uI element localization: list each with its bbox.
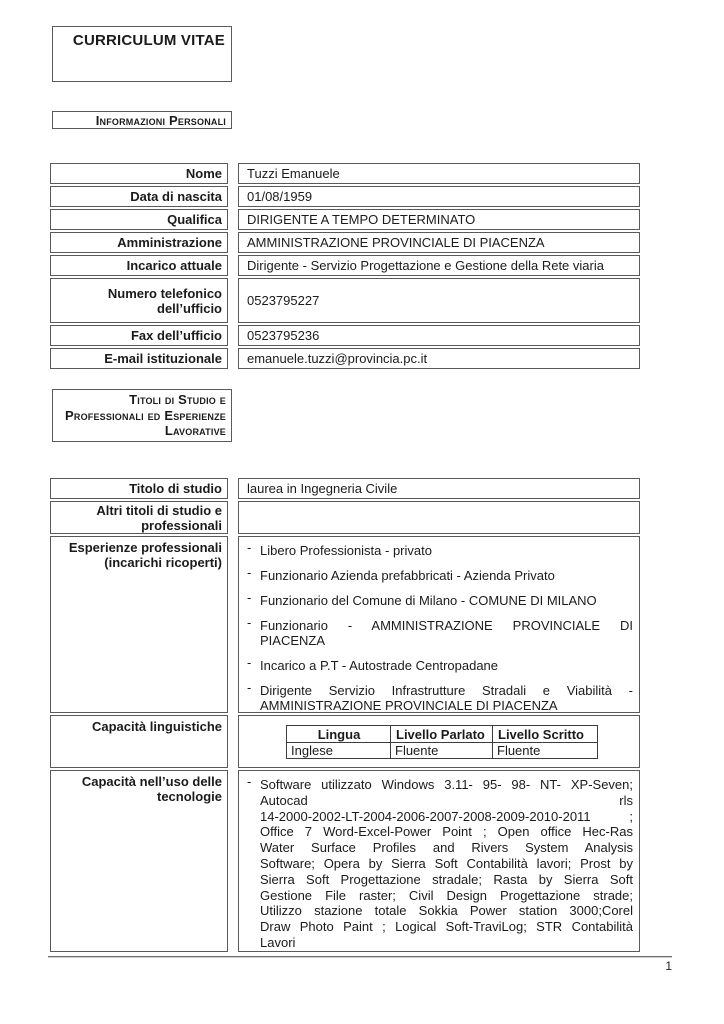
row-label [50, 325, 228, 346]
value-text: 0523795227 [247, 293, 320, 308]
list-item-text: Sierra Soft Progettazione stradale; Rasta by Sierra Soft [260, 871, 633, 887]
list-item [247, 615, 633, 648]
section-header-label: Titoli di Studio e Professionali ed Esperienze Lavorative [65, 392, 226, 438]
row-value [238, 278, 640, 323]
list-item-text: AMMINISTRAZIONE PROVINCIALE DI PIACENZA [260, 698, 558, 713]
label-text: Esperienze professionali (incarichi ricoperti) [68, 540, 222, 570]
bullet-marker: - [247, 590, 252, 605]
list-item-text: Utilizzo stazione totale Sokkia Power station 3000;Corel [260, 903, 633, 919]
label-text: Fax dell’ufficio [130, 328, 222, 343]
list-item-text: Draw Photo Paint ; Logical Soft-TraviLog; STR Contabilità [260, 919, 633, 935]
table-row-esperienze-professionali [50, 536, 640, 713]
list-item-text: 14-2000-2002-LT-2004-2006-2007-2008-2009-2010-2011 ; [260, 808, 633, 824]
value-text: Tuzzi Emanuele [247, 166, 340, 181]
row-value [238, 715, 640, 768]
document-title: CURRICULUM VITAE [72, 32, 225, 49]
written-level: Fluente [493, 743, 598, 759]
row-label [50, 209, 228, 230]
row-value [238, 163, 640, 184]
row-label [50, 536, 228, 713]
value-text: Dirigente - Servizio Progettazione e Gestione della Rete viaria [247, 258, 604, 273]
row-label [50, 186, 228, 207]
row-value [238, 325, 640, 346]
table-row [50, 209, 640, 230]
row-value [238, 348, 640, 369]
row-label [50, 348, 228, 369]
label-text: E-mail istituzionale [104, 351, 222, 366]
list-item-text: Funzionario Azienda prefabbricati - Azienda Privato [260, 568, 555, 583]
list-item [247, 565, 633, 583]
row-label [50, 255, 228, 276]
value-text: 01/08/1959 [247, 189, 313, 204]
table-row [50, 348, 640, 369]
label-text: Nome [185, 166, 222, 181]
list-item [247, 590, 633, 608]
table-row-titolo-di-studio [50, 478, 640, 499]
row-value [238, 209, 640, 230]
column-header-livello-parlato: Livello Parlato [391, 726, 493, 743]
column-header-lingua: Lingua [287, 726, 391, 743]
table-row [50, 278, 640, 323]
list-item-text: Funzionario del Comune di Milano - COMUNE DI MILANO [260, 593, 597, 608]
column-header-livello-scritto: Livello Scritto [493, 726, 598, 743]
list-item-text: Autocad rls [260, 792, 633, 808]
value-text: emanuele.tuzzi@provincia.pc.it [247, 351, 428, 366]
list-item [247, 680, 633, 713]
row-label [50, 163, 228, 184]
language-table-header-row [287, 726, 598, 743]
row-value [238, 478, 640, 499]
language-name: Inglese [287, 743, 391, 759]
table-row [50, 255, 640, 276]
row-value-empty [238, 501, 640, 534]
label-text: Qualifica [167, 212, 222, 227]
document-title-box [52, 26, 232, 82]
list-item-text: Lavori [260, 934, 296, 950]
row-label [50, 715, 228, 768]
personal-info-table [50, 163, 640, 369]
value-text: laurea in Ingegneria Civile [247, 481, 398, 496]
list-item-text: Libero Professionista - privato [260, 543, 432, 558]
table-row [50, 163, 640, 184]
label-text: Data di nascita [130, 189, 222, 204]
list-item-text: PIACENZA [260, 633, 326, 648]
footer-divider [48, 956, 672, 957]
value-text: AMMINISTRAZIONE PROVINCIALE DI PIACENZA [247, 235, 545, 250]
label-text: Capacità linguistiche [91, 719, 222, 734]
table-row [50, 325, 640, 346]
technology-list [238, 770, 640, 952]
table-row-capacita-tecnologie [50, 770, 640, 952]
row-value [238, 232, 640, 253]
label-text: Capacità nell’uso delle tecnologie [81, 774, 222, 804]
row-label [50, 232, 228, 253]
list-item-text: Gestione File raster; Civil Design Progettazione strade; [260, 887, 633, 903]
list-item [247, 774, 633, 951]
table-row [50, 232, 640, 253]
table-row-altri-titoli [50, 501, 640, 534]
bullet-marker: - [247, 680, 252, 695]
value-text: DIRIGENTE A TEMPO DETERMINATO [247, 212, 476, 227]
row-label [50, 770, 228, 952]
table-row-capacita-linguistiche [50, 715, 640, 768]
language-table-row [287, 743, 598, 759]
row-label [50, 278, 228, 323]
section-header-titoli-di-studio [52, 389, 232, 442]
spoken-level: Fluente [391, 743, 493, 759]
language-table [286, 725, 598, 759]
label-text: Numero telefonico dell’ufficio [107, 285, 222, 316]
value-text: 0523795236 [247, 328, 320, 343]
list-item-text: Incarico a P.T - Autostrade Centropadane [260, 658, 499, 673]
page-number: 1 [665, 959, 672, 973]
list-item [247, 655, 633, 673]
bullet-marker: - [247, 774, 252, 789]
list-item-text: Office 7 Word-Excel-Power Point ; Open office Hec-Ras [260, 824, 633, 840]
section-header-informazioni-personali [52, 111, 232, 129]
table-row [50, 186, 640, 207]
label-text: Amministrazione [117, 235, 222, 250]
label-text: Titolo di studio [129, 481, 222, 496]
bullet-marker: - [247, 615, 252, 630]
row-value [238, 255, 640, 276]
list-item-text: Funzionario - AMMINISTRAZIONE PROVINCIALE DI [260, 618, 633, 633]
row-label [50, 501, 228, 534]
titles-table [50, 478, 640, 952]
row-value [238, 186, 640, 207]
row-label [50, 478, 228, 499]
list-item-text: Software utilizzato Windows 3.11- 95- 98- NT- XP-Seven; [260, 777, 633, 792]
list-item [247, 540, 633, 558]
experience-list [238, 536, 640, 713]
bullet-marker: - [247, 565, 252, 580]
list-item-text: Water Surface Profiles and Rivers System Analysis [260, 840, 633, 856]
label-text: Altri titoli di studio e professionali [96, 502, 222, 533]
label-text: Incarico attuale [126, 258, 222, 273]
bullet-marker: - [247, 540, 252, 555]
section-header-label: Informazioni Personali [95, 113, 226, 128]
list-item-text: Software; Opera by Sierra Soft Contabilità lavori; Prost by [260, 855, 633, 871]
bullet-marker: - [247, 655, 252, 670]
list-item-text: Dirigente Servizio Infrastrutture Stradali e Viabilità - [260, 683, 633, 698]
